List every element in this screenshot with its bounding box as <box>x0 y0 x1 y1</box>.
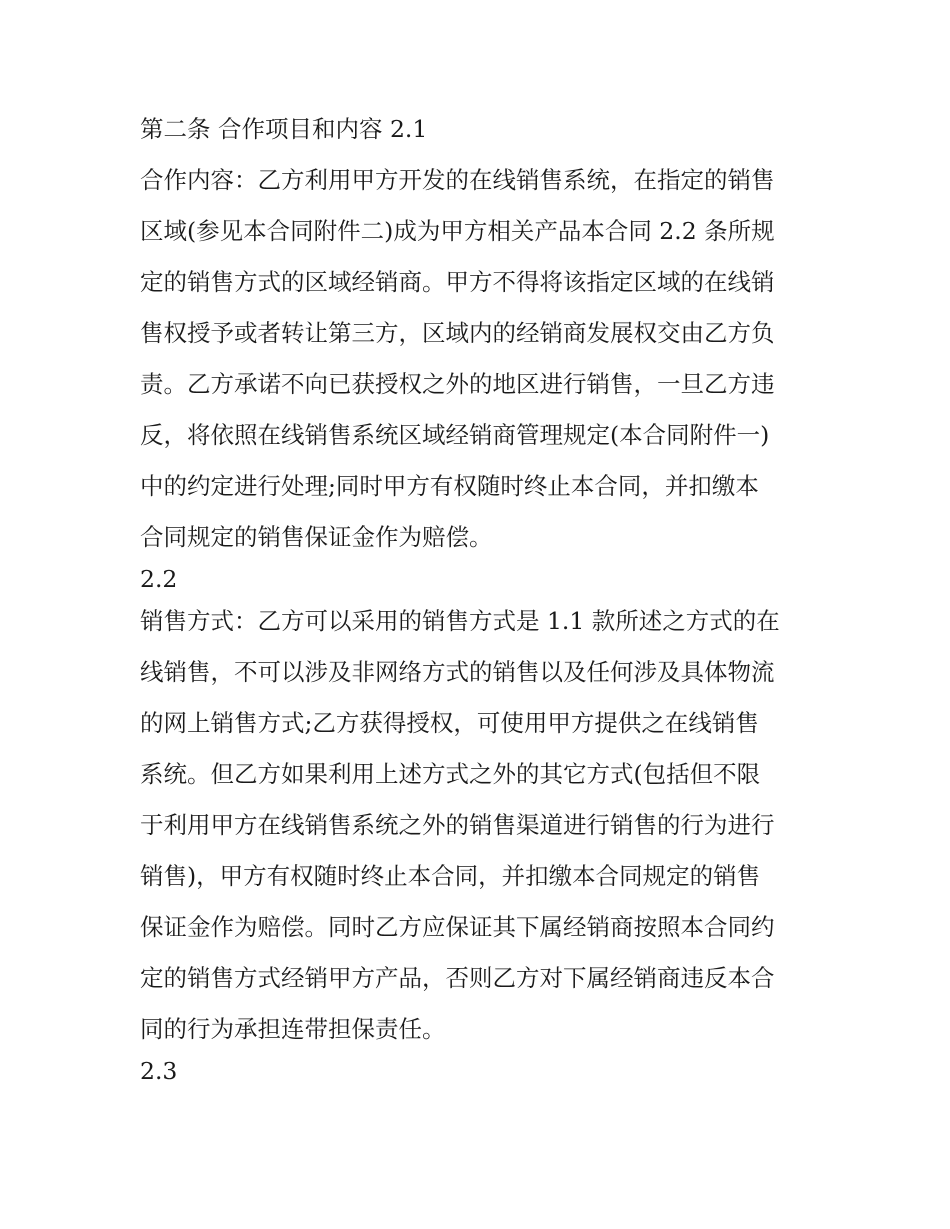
paragraph-line: 的网上销售方式;乙方获得授权，可使用甲方提供之在线销售 <box>140 709 759 737</box>
paragraph-line: 线销售，不可以涉及非网络方式的销售以及任何涉及具体物流 <box>140 658 775 686</box>
paragraph-line: 销售)，甲方有权随时终止本合同，并扣缴本合同规定的销售 <box>140 862 761 890</box>
clause-number: 2.3 <box>140 1057 178 1085</box>
paragraph-line: 定的销售方式的区域经销商。甲方不得将该指定区域的在线销 <box>140 268 775 296</box>
paragraph-line: 定的销售方式经销甲方产品，否则乙方对下属经销商违反本合 <box>140 964 775 992</box>
document-body <box>140 109 820 1102</box>
paragraph-line: 系统。但乙方如果利用上述方式之外的其它方式(包括但不限 <box>140 760 761 788</box>
paragraph-line: 中的约定进行处理;同时甲方有权随时终止本合同，并扣缴本 <box>140 472 759 500</box>
clause-number: 2.2 <box>140 565 178 593</box>
paragraph-line: 同的行为承担连带担保责任。 <box>140 1015 446 1043</box>
paragraph-line: 反，将依照在线销售系统区域经销商管理规定(本合同附件一) <box>140 421 770 449</box>
paragraph-line: 保证金作为赔偿。同时乙方应保证其下属经销商按照本合同约 <box>140 913 775 941</box>
paragraph-line: 于利用甲方在线销售系统之外的销售渠道进行销售的行为进行 <box>140 811 775 839</box>
paragraph-line: 销售方式：乙方可以采用的销售方式是 1.1 款所述之方式的在 <box>140 607 780 635</box>
paragraph-line: 合作内容：乙方利用甲方开发的在线销售系统，在指定的销售 <box>140 166 775 194</box>
paragraph-line: 合同规定的销售保证金作为赔偿。 <box>140 523 493 551</box>
section-heading: 第二条 合作项目和内容 2.1 <box>140 115 428 143</box>
paragraph-line: 售权授予或者转让第三方，区域内的经销商发展权交由乙方负 <box>140 319 775 347</box>
paragraph-line: 责。乙方承诺不向已获授权之外的地区进行销售，一旦乙方违 <box>140 370 775 398</box>
paragraph-line: 区域(参见本合同附件二)成为甲方相关产品本合同 2.2 条所规 <box>140 217 775 245</box>
